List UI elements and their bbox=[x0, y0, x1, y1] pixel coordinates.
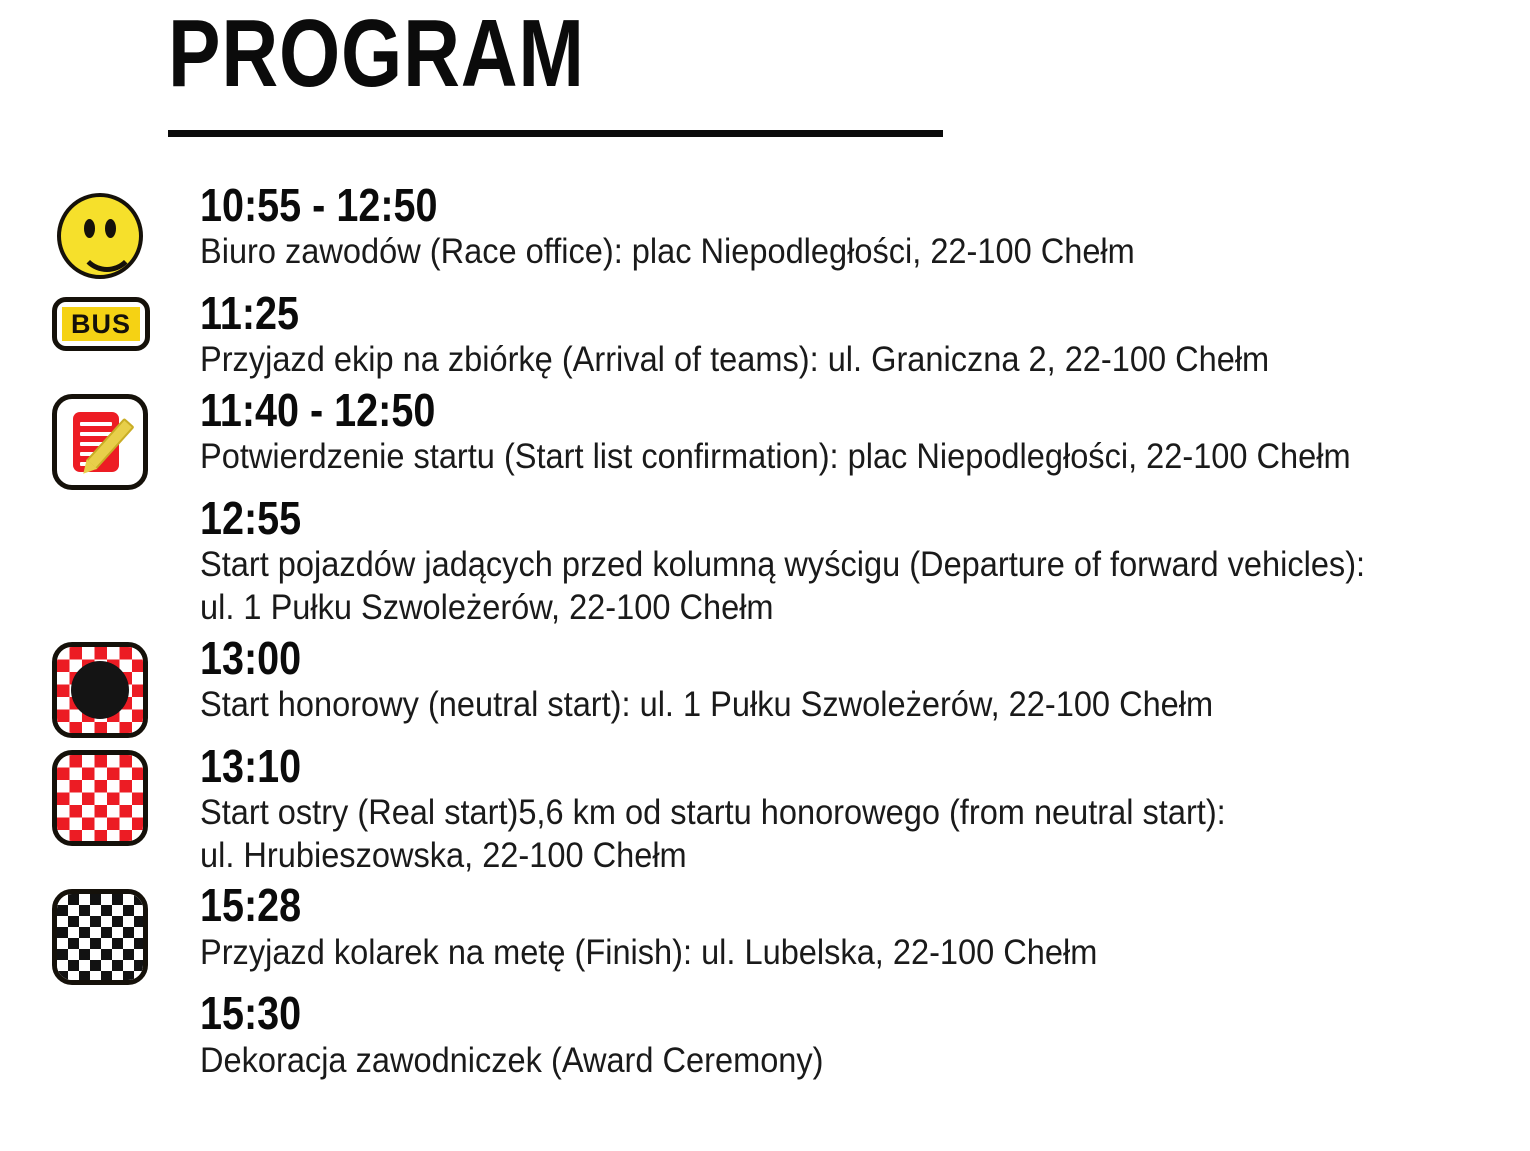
schedule-entry bbox=[0, 739, 1530, 878]
entry-icon-cell bbox=[0, 742, 200, 846]
entry-text-cell bbox=[200, 881, 1530, 974]
title-divider bbox=[168, 130, 943, 137]
entry-description: Biuro zawodów (Race office): plac Niepodległości, 22-100 Chełm bbox=[200, 232, 1135, 272]
entry-icon-cell bbox=[0, 289, 200, 353]
schedule-entry bbox=[0, 631, 1530, 738]
bus-sign-icon bbox=[52, 297, 148, 353]
page-header bbox=[0, 0, 1530, 137]
entry-icon-cell bbox=[0, 989, 200, 997]
entry-text-cell bbox=[200, 989, 1530, 1082]
bus-icon-label: BUS bbox=[70, 308, 131, 339]
entry-description-line-2: ul. Hrubieszowska, 22-100 Chełm bbox=[200, 835, 687, 875]
entry-icon-cell bbox=[0, 494, 200, 502]
entry-description: Dekoracja zawodniczek (Award Ceremony) bbox=[200, 1040, 824, 1080]
schedule-entry bbox=[0, 881, 1530, 985]
entry-icon-cell bbox=[0, 181, 200, 285]
entry-description-line-1: Start ostry (Real start)5,6 km od startu honorowego (from neutral start): bbox=[200, 792, 1226, 832]
entry-description-line-1: Start pojazdów jadących przed kolumną wyścigu (Departure of forward vehicles): bbox=[200, 545, 1366, 585]
entry-time: 15:28 bbox=[200, 879, 302, 932]
entry-text-cell bbox=[200, 739, 1530, 878]
schedule-entry bbox=[0, 181, 1530, 285]
entry-description bbox=[200, 544, 1437, 629]
entry-description: Przyjazd ekip na zbiórkę (Arrival of teams): ul. Graniczna 2, 22-100 Chełm bbox=[200, 340, 1270, 380]
entry-icon-cell bbox=[0, 386, 200, 490]
entry-time: 11:25 bbox=[200, 287, 300, 339]
schedule-entry bbox=[0, 989, 1530, 1082]
entry-description: Start honorowy (neutral start): ul. 1 Pułku Szwoleżerów, 22-100 Chełm bbox=[200, 684, 1214, 724]
entry-description: Przyjazd kolarek na metę (Finish): ul. Lubelska, 22-100 Chełm bbox=[200, 932, 1098, 972]
schedule-entry bbox=[0, 289, 1530, 382]
entry-time: 13:00 bbox=[200, 631, 302, 684]
entry-time: 10:55 - 12:50 bbox=[200, 179, 438, 231]
entry-time: 13:10 bbox=[200, 739, 302, 792]
entry-time: 11:40 - 12:50 bbox=[200, 383, 436, 436]
entry-text-cell bbox=[200, 181, 1530, 274]
red-checkered-dot-icon bbox=[52, 642, 148, 738]
entry-text-cell bbox=[200, 491, 1530, 630]
entry-text-cell bbox=[200, 383, 1530, 479]
schedule-entry bbox=[0, 383, 1530, 490]
smiley-face-icon bbox=[52, 189, 148, 285]
black-checkered-flag-icon bbox=[52, 889, 148, 985]
black-circle-shape bbox=[71, 661, 129, 719]
entry-time: 12:55 bbox=[200, 491, 302, 544]
red-checkered-flag-icon bbox=[52, 750, 148, 846]
entry-text-cell bbox=[200, 631, 1530, 727]
entry-text-cell bbox=[200, 289, 1530, 382]
entry-icon-cell bbox=[0, 881, 200, 985]
entry-time: 15:30 bbox=[200, 987, 302, 1040]
schedule-list bbox=[0, 181, 1530, 1082]
page-title: PROGRAM bbox=[168, 0, 585, 107]
schedule-entry bbox=[0, 491, 1530, 630]
entry-description-line-2: ul. 1 Pułku Szwoleżerów, 22-100 Chełm bbox=[200, 587, 774, 627]
entry-description bbox=[200, 792, 1437, 877]
entry-description: Potwierdzenie startu (Start list confirmation): plac Niepodległości, 22-100 Chełm bbox=[200, 437, 1351, 477]
entry-icon-cell bbox=[0, 634, 200, 738]
clipboard-pencil-icon bbox=[52, 394, 148, 490]
